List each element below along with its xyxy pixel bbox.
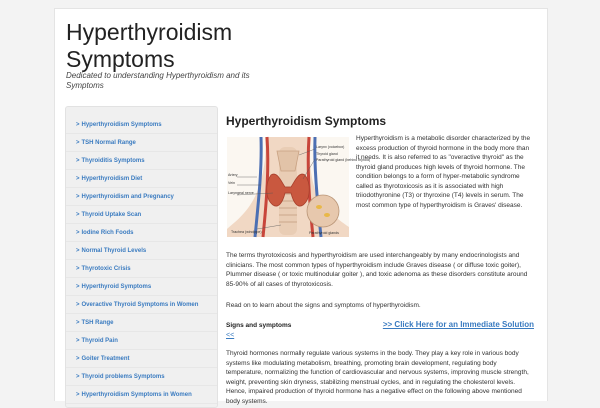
- paragraph-terms: The terms thyrotoxicosis and hyperthyroidism are used interchangeably by many endocrinologists and clinicians. The most common types of hyperthyroidism include Graves disease ( or diffuse toxic goiter), Plummer disease ( or toxic multinodular goiter ), and toxic adenoma as these disorders constitute around 85-90% of all cases of thyrotoxicosis.: [226, 252, 528, 288]
- figure-label-parathyroid: Parathyroid gland (behind thyroid): [316, 158, 371, 162]
- site-tagline: Dedicated to understanding Hyperthyroidism and its Symptoms: [66, 71, 250, 90]
- sidebar-arrow-icon: >: [76, 230, 80, 236]
- sidebar-arrow-icon: >: [76, 284, 80, 290]
- page-heading: Hyperthyroidism Symptoms: [226, 114, 387, 128]
- back-link[interactable]: <<: [226, 332, 235, 339]
- intro-paragraph: Hyperthyroidism is a metabolic disorder characterized by the excess production of thyroid hormone in the body more than it needs. It is also referred to as "overactive thyroid" as the thyroid gland produces high levels of thyroid hormone. The condition belongs to a form of hyper-metabolic syndrome called as thyrotoxicosis as it is associated with high triiodothyronine (T3) or thyroxine (T4) levels in serum. The most common type of hyperthyroidism is Graves' disease.: [356, 135, 531, 209]
- sidebar-arrow-icon: >: [76, 140, 80, 146]
- sidebar-item-label: Overactive Thyroid Symptoms in Women: [81, 302, 199, 308]
- sidebar-item-label: Thyroid Uptake Scan: [81, 212, 142, 218]
- sidebar-item-label: Normal Thyroid Levels: [81, 248, 147, 254]
- sidebar-item[interactable]: [66, 260, 217, 278]
- signs-symptoms-label: Signs and symptoms: [226, 322, 292, 329]
- figure-label-larynx: Larynx (voicebox): [316, 145, 345, 149]
- sidebar-item[interactable]: [66, 386, 217, 404]
- sidebar-arrow-icon: >: [76, 122, 80, 128]
- sidebar-arrow-icon: >: [76, 248, 80, 254]
- sidebar-item[interactable]: [66, 152, 217, 170]
- sidebar-item-label: Thyrotoxic Crisis: [81, 266, 131, 272]
- figure-label-vein: Vein: [228, 181, 235, 185]
- sidebar-item-label: Thyroid problems Symptoms: [81, 374, 165, 380]
- paragraph-read-on: Read on to learn about the signs and symptoms of hyperthyroidism.: [226, 302, 421, 309]
- sidebar-item-label: TSH Range: [81, 320, 114, 326]
- immediate-solution-link[interactable]: >> Click Here for an Immediate Solution: [382, 320, 534, 329]
- sidebar-item[interactable]: [66, 188, 217, 206]
- sidebar-item[interactable]: [66, 170, 217, 188]
- sidebar-arrow-icon: >: [76, 338, 80, 344]
- sidebar-arrow-icon: >: [76, 266, 80, 272]
- thyroid-anatomy-illustration: [227, 137, 371, 237]
- sidebar-item[interactable]: [66, 368, 217, 386]
- figure-label-artery: Artery: [228, 173, 238, 177]
- figure-label-trachea: Trachea (windpipe): [231, 230, 262, 234]
- sidebar-item-label: Thyroiditis Symptoms: [81, 158, 145, 164]
- figure-label-laryngeal-nerve: Laryngeal nerve: [228, 191, 254, 195]
- sidebar-arrow-icon: >: [76, 392, 80, 398]
- sidebar-item[interactable]: [66, 242, 217, 260]
- sidebar-item[interactable]: [66, 350, 217, 368]
- sidebar-arrow-icon: >: [76, 374, 80, 380]
- sidebar-item[interactable]: [66, 206, 217, 224]
- thyroid-anatomy-image: [227, 137, 371, 237]
- sidebar-arrow-icon: >: [76, 356, 80, 362]
- site-title[interactable]: Hyperthyroidism Symptoms: [66, 19, 233, 72]
- sidebar-item[interactable]: [66, 314, 217, 332]
- sidebar-arrow-icon: >: [76, 194, 80, 200]
- sidebar-item-label: Goiter Treatment: [81, 356, 130, 362]
- sidebar-item-label: Hyperthyroidism and Pregnancy: [81, 194, 174, 200]
- sidebar-item-label: TSH Normal Range: [81, 140, 136, 146]
- sidebar-item[interactable]: [66, 296, 217, 314]
- sidebar-item-label: Iodine Rich Foods: [81, 230, 134, 236]
- page-container: [54, 8, 548, 405]
- sidebar-item-label: Hyperthyroidism Symptoms: [81, 122, 162, 128]
- sidebar-item-label: Hyperthyroidism Diet: [81, 176, 143, 182]
- sidebar-list: [66, 107, 217, 404]
- sidebar-item[interactable]: [66, 224, 217, 242]
- sidebar-nav: [65, 106, 218, 408]
- figure-label-parathyroid-glands: Parathyroid glands: [309, 231, 339, 235]
- sidebar-item[interactable]: [66, 134, 217, 152]
- sidebar-item[interactable]: [66, 278, 217, 296]
- sidebar-item-label: Thyroid Pain: [81, 338, 118, 344]
- paragraph-thyroid-hormones: Thyroid hormones normally regulate various systems in the body. They play a key role in various body systems like modulating metabolism, breathing, promoting brain development, regulating body temperature, normalizing the function of cardiovascular and nervous systems, improving muscle strength, weight, preventing skin dryness, stabilizing menstrual cycles, and in regulating the cholesterol levels. Hence, impaired production of thyroid hormone has a negative effect on the following above mentioned body systems.: [226, 350, 529, 405]
- sidebar-arrow-icon: >: [76, 320, 80, 326]
- sidebar-item[interactable]: [66, 116, 217, 134]
- sidebar-item-label: Hyperthyroid Symptoms: [81, 284, 152, 290]
- sidebar-item-label: Hyperthyroidism Symptoms in Women: [81, 392, 192, 398]
- sidebar-arrow-icon: >: [76, 212, 80, 218]
- figure-label-thyroid: Thyroid gland: [316, 152, 338, 156]
- sidebar-item[interactable]: [66, 332, 217, 350]
- sidebar-arrow-icon: >: [76, 302, 80, 308]
- sidebar-arrow-icon: >: [76, 158, 80, 164]
- sidebar-arrow-icon: >: [76, 176, 80, 182]
